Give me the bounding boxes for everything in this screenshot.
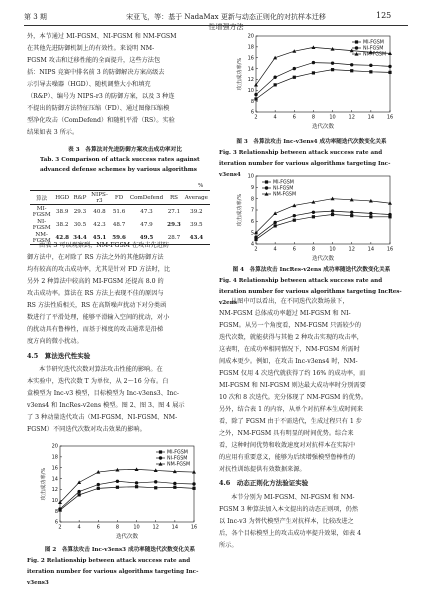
data-point-circle — [369, 212, 372, 215]
y-tick-label: 6 — [250, 109, 254, 116]
text-line: 间成本更少。例如，在攻击 Inc-v3ens4 时，NM- — [219, 358, 358, 365]
left-paragraph-table-discussion — [27, 240, 213, 348]
data-point-circle — [97, 483, 100, 486]
legend-label: MI-FGSM — [167, 450, 188, 456]
right-paragraph-analysis — [219, 296, 404, 476]
right-paragraph-regularization — [219, 492, 404, 552]
figure-2-chart — [40, 440, 200, 540]
data-point-circle — [265, 186, 268, 189]
text-line: 以 Inc-v3 为替代模型产生对抗样本，比较改进之 — [219, 518, 354, 525]
data-point-square — [254, 97, 257, 100]
text-line: 数进行了平滑处理，能够平滑输入空间的扰动，对小 — [27, 314, 170, 321]
data-point-square — [135, 485, 138, 488]
text-line: 示引导去噪器（HGD）、随机调整大小和填充 — [27, 81, 151, 88]
text-line: 攻击成功率。算法在 RS 方法上表现不佳的原因与 — [27, 290, 164, 297]
y-tick-label: 16 — [51, 465, 58, 472]
text-line: FGSM。从另一个角度看，NM-FGSM 只需较少的 — [219, 322, 362, 329]
x-axis-label: 迭代次数 — [311, 124, 335, 130]
header-issue: 第 3 期 — [24, 13, 47, 21]
x-tick-label: 10 — [133, 524, 140, 531]
y-tick-label: 10 — [51, 497, 58, 504]
text-line: 由表 3 可以观察到，NM-FGSM 在攻击先进防 — [39, 242, 170, 249]
table-cell: 45.1 — [89, 231, 110, 245]
table-header-cell: RS — [165, 191, 183, 205]
text-line: 型净化攻击（ComDefend）和随机平滑（RS）。实验 — [27, 117, 175, 124]
data-point-circle — [369, 64, 372, 67]
x-tick-label: 2 — [254, 246, 258, 253]
table-header-cell: Average — [183, 191, 210, 205]
legend-label: NM-FGSM — [363, 52, 387, 58]
y-axis-label: 攻击成功率/% — [41, 467, 47, 501]
x-axis-label: 迭代次数 — [115, 534, 139, 540]
figure-2-caption-en — [27, 556, 213, 589]
data-point-square — [369, 215, 372, 218]
left-paragraph-iteration — [27, 364, 213, 436]
data-point-circle — [388, 213, 391, 216]
y-tick-label: 6 — [250, 219, 254, 226]
figure-2-caption-text: Relationship between attack success rate and iteration number for various algorithms targeting Inc-v3ens3 — [27, 558, 199, 586]
table-cell: 43.4 — [183, 231, 210, 245]
figure-4-caption-text: Relationship between attack success rate and iteration number for various algorithms targeting IncRes-v2ens — [219, 278, 402, 306]
table-cell: 28.7 — [165, 231, 183, 245]
y-tick-label: 14 — [51, 476, 58, 483]
text-line: 结果如表 3 所示。 — [27, 129, 79, 136]
y-tick-label: 20 — [247, 33, 254, 40]
data-point-square — [154, 486, 157, 489]
series-line-ni-fgsm — [256, 211, 390, 237]
text-line: 均有较高的攻击成功率，尤其是针对 FD 方法时，比 — [27, 266, 171, 273]
figure-3-caption-cn: 图 3 各算法攻击 Inc-v3ens4 成功率随迭代次数变化关系 — [236, 139, 387, 145]
x-tick-label: 6 — [96, 524, 100, 531]
table-header-row — [30, 191, 210, 205]
x-tick-label: 8 — [311, 246, 316, 253]
text-line: 本节研究迭代次数对算法攻击性能的影响。在 — [39, 366, 163, 373]
x-tick-label: 10 — [329, 246, 336, 253]
table-cell: 29.3 — [73, 208, 87, 215]
text-line: 盒模型为 Inc-v3 模型，目标模型为 Inc-v3ens3、Inc- — [27, 390, 179, 397]
table-header-cell: FD — [110, 191, 128, 205]
figure-3-caption-text: Relationship between attack success rate and iteration number for various algorithms targeting Inc-v3ens4 — [219, 150, 391, 178]
header-page-number: 125 — [376, 11, 392, 20]
text-line: 不提出的防御方法特征压缩（FD）、通过图像压缩模 — [27, 105, 170, 112]
legend-label: NI-FGSM — [167, 456, 188, 462]
text-line: MI-FGSM 和 NI-FGSM 则达最大成功率时分别需要 — [219, 382, 366, 389]
table-caption-cn: 表 3 各算法对先进防御方案攻击成功率对比 — [68, 147, 182, 153]
data-point-circle — [173, 482, 176, 485]
data-point-square — [173, 486, 176, 489]
data-point-circle — [116, 480, 119, 483]
x-tick-label: 14 — [367, 114, 375, 121]
data-point-circle — [293, 214, 296, 217]
section-heading-4-5: 4.5 算法迭代性实验 — [27, 352, 91, 360]
data-point-square — [331, 213, 334, 216]
text-line: 另外 2 种算法中较高的 MI-FGSM 还提高 8.0 的 — [27, 278, 164, 285]
data-point-circle — [159, 456, 162, 459]
legend-label: MI-FGSM — [273, 180, 294, 186]
data-point-circle — [273, 221, 276, 224]
header-title: 宋亚飞，等：基于 NadaMax 更新与动态正则化的对抗样本迁移性增强方法 — [126, 13, 326, 31]
data-point-square — [293, 219, 296, 222]
text-line: 从图中可以看出，在不同迭代次数场景下， — [231, 298, 349, 305]
table-cell: 39.5 — [190, 221, 203, 228]
text-line: 括：NIPS 竞赛中排名前 3 的防御解决方案高级去 — [27, 69, 165, 76]
table-caption-text: Comparison of attack success rates against advanced defense schemes by various algorithms — [40, 157, 200, 173]
table-cell: 34.4 — [71, 231, 89, 245]
table-cell: NI-FGSM — [32, 218, 51, 231]
data-point-triangle — [273, 211, 277, 215]
figure-2-caption — [27, 545, 213, 589]
figure-3-label: Fig. 3 — [219, 150, 237, 156]
text-line: 另外，结合表 1 的内容，从单个对抗样本生成时间来 — [219, 406, 363, 413]
data-point-square — [350, 214, 353, 217]
figure-4-caption-cn: 图 4 各算法攻击 IncRes-v2ens 成功率随迭代次数变化关系 — [232, 267, 391, 273]
text-line: 后，各个目标模型上的攻击成功率提升效果，如表 4 — [219, 530, 362, 537]
data-point-square — [293, 76, 296, 79]
data-point-circle — [331, 61, 334, 64]
legend-label: MI-FGSM — [363, 40, 384, 46]
data-point-circle — [254, 93, 257, 96]
data-point-square — [159, 450, 162, 453]
data-point-square — [331, 68, 334, 71]
x-tick-label: 2 — [254, 114, 258, 121]
y-tick-label: 18 — [51, 454, 58, 461]
data-point-circle — [293, 67, 296, 70]
table-cell: 47.3 — [140, 208, 153, 215]
x-axis-label: 迭代次数 — [311, 256, 335, 262]
data-point-circle — [154, 480, 157, 483]
x-tick-label: 6 — [292, 246, 296, 253]
table-cell: MI-FGSM — [32, 205, 51, 218]
text-line: 对抗性训练提供有效数据来源。 — [219, 466, 306, 473]
y-axis-label: 攻击成功率/% — [237, 193, 243, 227]
figure-2-label: Fig. 2 — [27, 558, 45, 564]
y-tick-label: 8 — [250, 196, 254, 203]
text-line: 这表明，在成功率相同情况下，NM-FGSM 所需时 — [219, 346, 360, 353]
figure-3-chart — [236, 30, 396, 130]
y-tick-label: 4 — [250, 241, 254, 248]
data-point-square — [192, 487, 195, 490]
y-tick-label: 9 — [250, 185, 254, 192]
x-tick-label: 16 — [386, 114, 394, 121]
data-point-square — [312, 215, 315, 218]
figure-4-label: Fig. 4 — [219, 278, 237, 284]
x-tick-label: 14 — [367, 246, 375, 253]
y-tick-label: 12 — [247, 77, 254, 84]
data-point-square — [312, 71, 315, 74]
x-tick-label: 12 — [348, 246, 355, 253]
data-point-circle — [350, 63, 353, 66]
text-line: FGSM 3 种算法加入本文提出的动态正则项，仍然 — [219, 506, 359, 513]
data-point-circle — [58, 507, 61, 510]
data-point-circle — [77, 490, 80, 493]
figure-4-chart — [236, 170, 396, 262]
y-axis-label: 攻击成功率/% — [237, 57, 243, 91]
x-tick-label: 6 — [292, 114, 296, 121]
x-tick-label: 8 — [311, 114, 316, 121]
table-row — [30, 205, 210, 219]
table-caption — [40, 145, 210, 175]
y-tick-label: 8 — [54, 508, 58, 515]
table-header-cell: ComDefend — [128, 191, 165, 205]
header-rule — [24, 25, 408, 26]
table-caption-en — [40, 155, 210, 175]
text-line: 外，本节通过 MI-FGSM、NI-FGSM 和 NM-FGSM — [27, 33, 177, 40]
data-point-circle — [192, 482, 195, 485]
table-cell: 51.6 — [112, 208, 126, 215]
text-line: 在其他先进防御机制上的有效性。来说明 NM- — [27, 45, 155, 52]
legend-label: NM-FGSM — [273, 192, 297, 198]
y-tick-label: 18 — [247, 44, 254, 51]
data-point-square — [355, 40, 358, 43]
text-line: 看，这种时间优势和收敛速度对对抗样本在实际中 — [219, 442, 356, 449]
text-line: 10 次和 8 次迭代。充分体现了 NM-FGSM 的优势。 — [219, 394, 368, 401]
x-tick-label: 2 — [58, 524, 62, 531]
table-cell: 42.3 — [93, 221, 106, 228]
text-line: 看，除了 FGSM 由于不需迭代，生成过程只有 1 步 — [219, 418, 362, 425]
table-header-cell: R&P — [71, 191, 89, 205]
attack-success-table — [30, 190, 210, 245]
x-tick-label: 14 — [171, 524, 179, 531]
data-point-circle — [135, 481, 138, 484]
text-line: RS 方法性质相关，RS 在高斯噪声扰动下对分类函 — [27, 302, 167, 309]
table-cell: 27.1 — [167, 208, 181, 215]
data-point-triangle — [77, 480, 81, 484]
data-point-square — [97, 487, 100, 490]
table-cell: 59.6 — [110, 231, 128, 245]
y-tick-label: 6 — [54, 519, 58, 526]
table-unit: % — [198, 183, 204, 189]
legend-label: NI-FGSM — [273, 186, 294, 192]
x-tick-label: 4 — [77, 524, 81, 531]
data-point-circle — [355, 46, 358, 49]
text-line: 本节分别为 MI-FGSM、NI-FGSM 和 NM- — [231, 494, 355, 501]
y-tick-label: 12 — [51, 487, 58, 494]
data-point-circle — [312, 211, 315, 214]
text-line: FGSM 攻击和迁移性能的全面提升，这些方法包 — [27, 57, 161, 64]
text-line: 本实验中，迭代次数 T 为单位，从 2～16 分布。白 — [27, 378, 169, 385]
text-line: FGSM）不同迭代次数对攻击效果的影响。 — [27, 426, 146, 433]
x-tick-label: 4 — [273, 114, 277, 121]
data-point-square — [350, 69, 353, 72]
y-tick-label: 8 — [250, 98, 254, 105]
text-line: 度方向的微小扰动。 — [27, 338, 83, 345]
data-point-square — [265, 180, 268, 183]
y-tick-label: 7 — [250, 207, 254, 214]
x-tick-label: 10 — [329, 114, 336, 121]
x-tick-label: 8 — [115, 524, 120, 531]
y-tick-label: 5 — [250, 230, 254, 237]
data-point-circle — [350, 211, 353, 214]
text-line: NM-FGSM 总体成功率超过 MI-FGSM 和 NI- — [219, 310, 351, 317]
x-tick-label: 4 — [273, 246, 277, 253]
data-point-square — [388, 71, 391, 74]
table-cell: 29.3 — [167, 221, 181, 228]
x-tick-label: 12 — [348, 114, 355, 121]
data-point-circle — [254, 236, 257, 239]
table-cell: 40.8 — [93, 208, 106, 215]
figure-2-caption-cn: 图 2 各算法攻击 Inc-v3ens3 成功率随迭代次数变化关系 — [44, 547, 196, 553]
y-tick-label: 20 — [51, 443, 58, 450]
data-point-circle — [388, 65, 391, 68]
table-cell: 47.9 — [140, 221, 153, 228]
table-header-cell: HGD — [53, 191, 71, 205]
text-line: 的应用有重要意义，能够为后续增强模型鲁棒性的 — [219, 454, 356, 461]
section-heading-4-6: 4.6 动态正则化方法验证实验 — [219, 479, 309, 487]
text-line: 之外，NM-FGSM 具有明显的时间优势。综合来 — [219, 430, 354, 437]
text-line: 的扰动具有鲁棒性，而基于梯度的攻击通常是沿梯 — [27, 326, 164, 333]
table-label: Tab. 3 — [40, 157, 60, 163]
data-point-square — [78, 493, 81, 496]
data-point-square — [116, 486, 119, 489]
legend-label: NI-FGSM — [363, 46, 384, 52]
text-line: v3ens4 和 IncRes-v2ens 模型。图 2、图 3、图 4 展示 — [27, 402, 185, 409]
text-line: 了 3 种动量迭代攻击（MI-FGSM、NI-FGSM、NM- — [27, 414, 178, 421]
legend-label: NM-FGSM — [167, 462, 191, 468]
data-point-circle — [273, 76, 276, 79]
table-cell: NM-FGSM — [30, 231, 53, 245]
y-tick-label: 10 — [247, 173, 254, 180]
data-point-square — [274, 83, 277, 86]
table-cell: 42.8 — [53, 231, 71, 245]
x-tick-label: 16 — [386, 246, 394, 253]
table-cell: 49.5 — [128, 231, 165, 245]
left-paragraph-intro — [27, 31, 213, 139]
table-header-cell: NIPS-r3 — [89, 191, 110, 205]
table-cell: 39.2 — [190, 208, 203, 215]
y-tick-label: 10 — [247, 87, 254, 94]
text-line: 迭代次数，就能获得与其他 2 种攻击实现的攻击率， — [219, 334, 363, 341]
x-tick-label: 12 — [152, 524, 159, 531]
data-point-circle — [331, 209, 334, 212]
table-cell: 38.9 — [55, 208, 69, 215]
text-line: FGSM 仅用 4 次迭代就获得了约 16% 的成功率，而 — [219, 370, 366, 377]
text-line: 御方法中，在对除了 RS 方法之外的其他防御方法 — [27, 254, 164, 261]
table-cell: 48.7 — [112, 221, 126, 228]
table-header-cell: 算法 — [30, 191, 53, 205]
text-line: 所示。 — [219, 542, 238, 549]
text-line: （R&P）、编号为 NIPS-r3 的防御方案，以及 3 种连 — [27, 93, 175, 100]
data-point-circle — [312, 61, 315, 64]
y-tick-label: 14 — [247, 66, 254, 73]
table-cell: 30.5 — [73, 221, 87, 228]
data-point-square — [274, 224, 277, 227]
y-tick-label: 16 — [247, 55, 254, 62]
x-tick-label: 16 — [190, 524, 198, 531]
data-point-square — [369, 70, 372, 73]
table-cell: 38.2 — [55, 221, 69, 228]
table-row — [30, 218, 210, 231]
